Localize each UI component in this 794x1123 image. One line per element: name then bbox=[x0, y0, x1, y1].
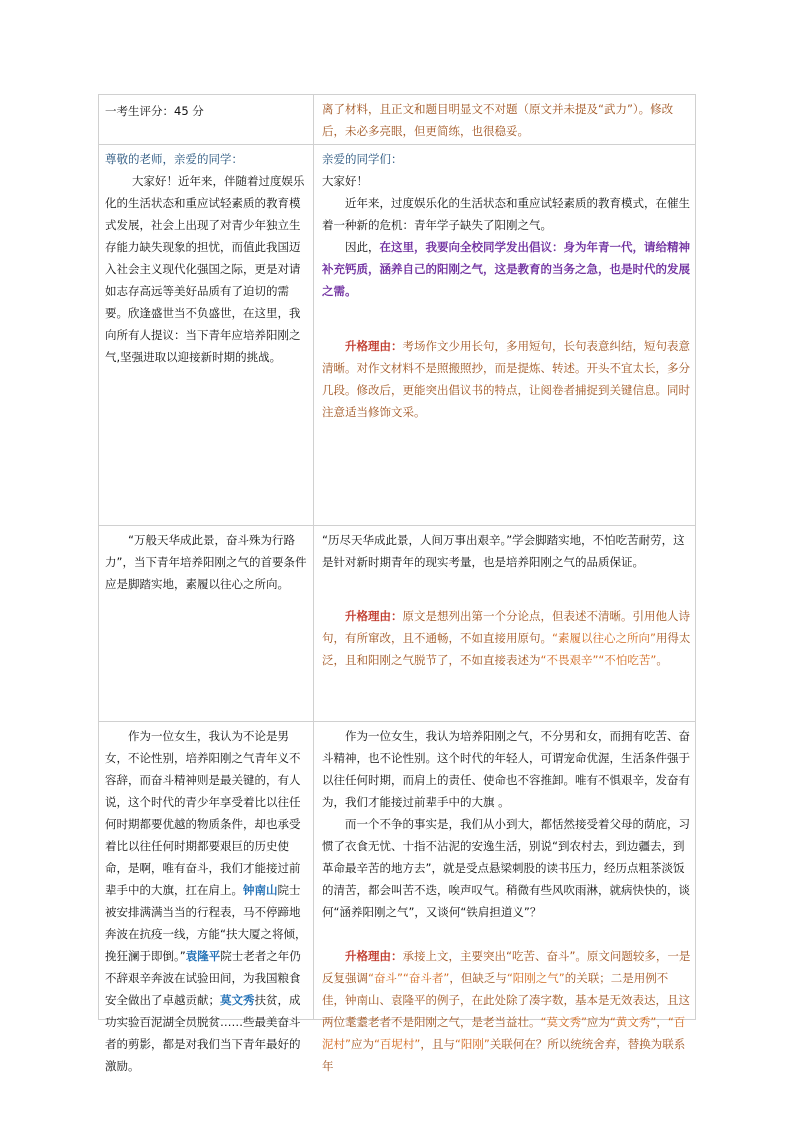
revised-paragraph bbox=[322, 236, 691, 302]
reason-text: 应为 bbox=[586, 1015, 610, 1029]
person-name: 莫文秀 bbox=[220, 993, 255, 1007]
reason-text: 关联何在？所以统统舍弃，替换为联系年 bbox=[322, 1037, 686, 1073]
original-cell bbox=[99, 526, 314, 721]
table-row bbox=[99, 526, 695, 722]
upgrade-reason bbox=[322, 335, 691, 423]
greeting: 大家好！ bbox=[322, 174, 368, 188]
reason-text: 应为 bbox=[350, 1037, 374, 1051]
body-text: 扶贫，成功实验百泥湖全员脱贫……些最美奋斗者的剪影，都是对我们当下青年最好的激励。 bbox=[105, 993, 301, 1073]
quoted-phrase: “不畏艰辛”“不怕吃苦” bbox=[540, 653, 657, 667]
original-paragraph bbox=[105, 725, 309, 1077]
table-row bbox=[99, 722, 695, 1073]
reason-text: 。 bbox=[656, 653, 668, 667]
table-row bbox=[99, 95, 695, 145]
revised-paragraph: 近年来，过度娱乐化的生活状态和重应试轻素质的教育模式，在催生着一种新的危机：青年学子缺失了阳刚之气。 bbox=[322, 196, 690, 232]
reason-label: 升格理由： bbox=[345, 609, 403, 623]
score-line: 一考生评分：45 分 bbox=[105, 104, 204, 118]
quoted-phrase: “阳刚” bbox=[454, 1037, 490, 1051]
body-text: 院士老者之年仍不辞艰辛奔波在试验田间，为我国粮食安全做出了卓越贡献； bbox=[105, 949, 301, 1007]
reason-label: 升格理由： bbox=[345, 339, 403, 353]
table-row bbox=[99, 145, 695, 526]
revised-cell bbox=[314, 95, 695, 144]
person-name: 钟南山 bbox=[243, 883, 278, 897]
revised-paragraph: “历尽天华成此景，人间万事出艰辛。”学会脚踏实地，不怕吃苦耐劳，这是针对新时期青年的现实考量，也是培养阳刚之气的品质保证。 bbox=[322, 533, 685, 569]
revised-paragraph: 作为一位女生，我认为培养阳刚之气，不分男和女，而拥有吃苦、奋斗精神，也不论性别。这个时代的年轻人，可谓宠命优渥，生活条件强于以往任何时期，而肩上的责任、使命也不容推卸。唯有不惧艰辛，发奋有为，我们才能接过前辈手中的大旗 。 bbox=[322, 729, 690, 809]
reason-text: 承接上文，主要突出“吃苦、奋斗”。原文问题较多，一是反复强调 bbox=[322, 949, 691, 985]
quoted-phrase: “奋斗”“奋斗者” bbox=[368, 971, 450, 985]
original-cell bbox=[99, 722, 314, 1073]
reason-text: 用得太泛，且和阳刚之气脱节了，不如直接表述为 bbox=[322, 631, 691, 667]
original-cell bbox=[99, 95, 314, 144]
upgrade-reason bbox=[322, 945, 691, 1077]
quoted-phrase: “黄文秀” bbox=[609, 1015, 657, 1029]
salutation: 亲爱的同学们： bbox=[322, 152, 403, 166]
reason-label: 升格理由： bbox=[345, 949, 403, 963]
emphasized-text: 在这里，我要向全校同学发出倡议：身为年青一代，请给精神补充钙质，涵养自己的阳刚之气，这是教育的当务之急，也是时代的发展之需。 bbox=[322, 240, 690, 298]
quoted-phrase: “莫文秀” bbox=[540, 1015, 587, 1029]
reason-text: 原文是想列出第一个分论点，但表述不清晰。引用他人诗句，有所窜改，且不通畅，不如直接用原句。 bbox=[322, 609, 690, 645]
reason-text: ，且与 bbox=[420, 1037, 455, 1051]
reason-text: ， bbox=[656, 1015, 668, 1029]
revised-cell bbox=[314, 526, 695, 721]
original-cell bbox=[99, 145, 314, 525]
revised-cell bbox=[314, 722, 695, 1073]
quoted-phrase: “百坭村” bbox=[373, 1037, 421, 1051]
quoted-phrase: “素履以往心之所向” bbox=[552, 631, 656, 645]
person-name: 袁隆平 bbox=[185, 949, 221, 963]
reason-text: 的关联；二是用例不佳，钟南山、袁隆平的例子，在此处除了凑字数，基本是无效表达，且这两位耄耋老者不是阳刚之气，是老当益壮。 bbox=[322, 971, 690, 1029]
reason-text: ，但缺乏与 bbox=[449, 971, 507, 985]
comment-text: 离了材料，且正文和题目明显文不对题（原文并未提及“武力”）。修改后，未必多亮眼，但更简练，也很稳妥。 bbox=[322, 102, 674, 138]
original-paragraph: 大家好！近年来，伴随着过度娱乐化的生活状态和重应试轻素质的教育模式发展，社会上出现了对青少年独立生存能力缺失现象的担忧，而值此我国迈入社会主义现代化强国之际，更是对请如志存高远等美好品质有了迫切的需要。欣逢盛世当不负盛世，在这里，我向所有人提议：当下青年应培养阳刚之气,坚强进取以迎接新时期的挑战。 bbox=[105, 174, 305, 364]
upgrade-reason bbox=[322, 605, 691, 671]
reason-text: 考场作文少用长句，多用短句，长句表意纠结，短句表意清晰。对作文材料不是照搬照抄，而是提炼、转述。开头不宜太长，多分几段。修改后，更能突出倡议书的特点，让阅卷者捕捉到关键信息。同时注意适当修饰文采。 bbox=[322, 339, 690, 419]
original-paragraph: “万般天华成此景，奋斗殊为行路力”，当下青年培养阳刚之气的首要条件应是脚踏实地，素履以往心之所向。 bbox=[105, 533, 307, 591]
body-text: 院士被安排满满当当的行程表，马不停蹄地奔波在抗疫一线，方能“扶大厦之将倾，挽狂澜于即倒。” bbox=[105, 883, 307, 963]
comparison-table bbox=[98, 94, 696, 1073]
revised-cell bbox=[314, 145, 695, 525]
revised-paragraph: 而一个不争的事实是，我们从小到大，都恬然接受着父母的荫庇，习惯了衣食无忧、十指不沾泥的安逸生活，别说“到农村去，到边疆去，到革命最辛苦的地方去”，就是受点悬梁刺股的读书压力，经历点粗茶淡饭的清苦，都会叫苦不迭，唉声叹气。稍微有些风吹雨淋，就病快快的，谈何“涵养阳刚之气”，又谈何“铁肩担道义”？ bbox=[322, 817, 690, 919]
lead-text: 因此， bbox=[345, 240, 380, 254]
quoted-phrase: “阳刚之气” bbox=[506, 971, 565, 985]
body-text: 作为一位女生，我认为不论是男女，不论性别，培养阳刚之气青年义不容辞，而奋斗精神则是最关键的，有人说，这个时代的青少年享受着比以往任何时期都要优越的物质条件，却也承受着比以往任何时期都要艰巨的历史使命，是啊，唯有奋斗，我们才能接过前辈手中的大旗，扛在肩上。 bbox=[105, 729, 301, 897]
salutation: 尊敬的老师，亲爱的同学： bbox=[105, 152, 243, 166]
quoted-phrase: “百泥村” bbox=[322, 1015, 686, 1051]
